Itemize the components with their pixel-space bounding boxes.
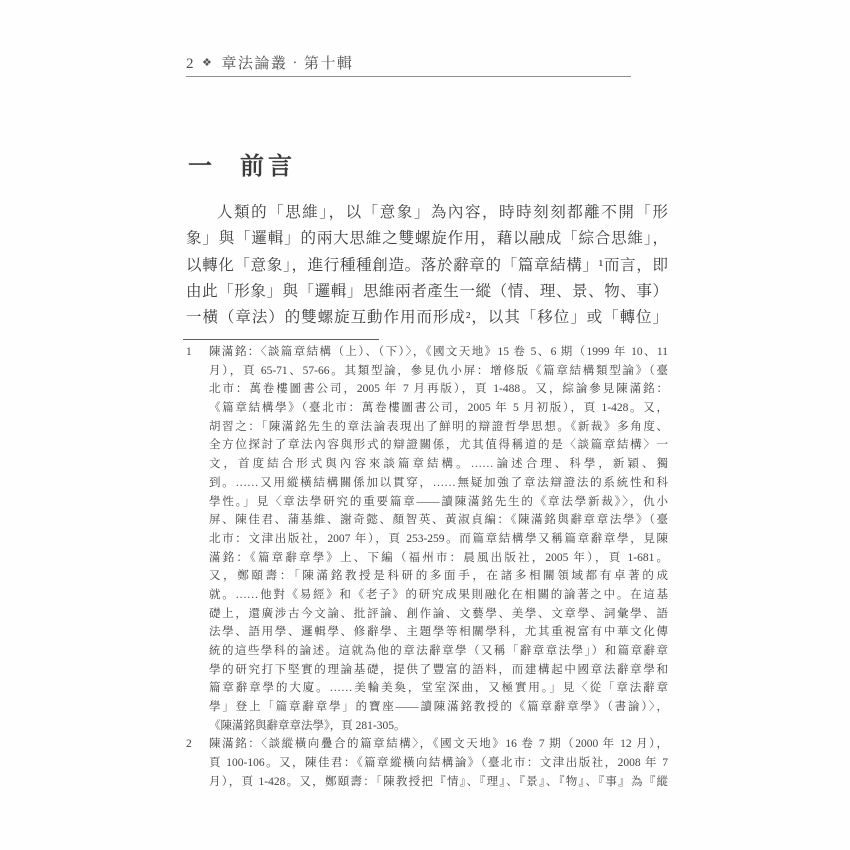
footnote-line: 到。……又用縱橫結構關係加以貫穿，……無疑加強了章法辯證法的系統性和科 [209, 476, 668, 489]
footnote-line: 陳滿銘：〈談篇章結構（上）、（下）〉，《國文天地》15 卷 5、6 期（1999 年 10、11 [209, 346, 668, 358]
footnote-line: 北市：萬卷樓圖書公司，2005 年 7 月再版），頁 1-488。又，綜論參見陳滿銘： [209, 383, 668, 396]
section-heading [188, 146, 296, 181]
footnote-line: 又，鄭頤壽：「陳滿銘教授是科研的多面手，在諸多相關領域都有卓著的成 [209, 570, 668, 583]
footnote-line: 統的這些學科的論述。這就為他的章法辭章學（又稱「辭章章法學」）和篇章辭章 [209, 645, 668, 657]
footnote-line: 月），頁 65-71、57-66。其類型論，參見仇小屏：增修版《篇章結構類型論》（臺 [209, 364, 668, 377]
footnote-line: 北市：文津出版社，2007 年），頁 253-259。而篇章結構學又稱篇章辭章學，見陳 [209, 532, 668, 545]
footnote-line: 學」登上「篇章辭章學」的寶座——讀陳滿銘教授的《篇章辭章學》（書論）〉， [209, 701, 668, 714]
ornament-diamond-icon: ❖ [202, 57, 214, 69]
running-header [186, 52, 353, 73]
footnote-line: 《陳滿銘與辭章章法學》，頁 281-305。 [209, 719, 406, 732]
body-line: 由此「形象」與「邏輯」思維兩者產生一縱（情、理、景、物、事） [186, 282, 668, 300]
footnote-number: 1 [186, 346, 192, 358]
body-paragraph [186, 200, 668, 331]
body-line: 象」與「邏輯」的兩大思維之雙螺旋作用，藉以融成「綜合思維」， [186, 230, 668, 248]
header-rule [186, 76, 631, 77]
section-title: 前言 [240, 153, 296, 180]
page-number: 2 [186, 56, 195, 72]
footnote-line: 礎上，還廣涉古今文論、批評論、創作論、文藝學、美學、文章學、詞彙學、語 [209, 607, 668, 620]
footnote-line: 學性。」見〈章法學研究的重要篇章——讀陳滿銘先生的《章法學新裁》〉，仇小 [209, 495, 668, 508]
body-line: 人類的「思維」，以「意象」為內容，時時刻刻都離不開「形 [217, 204, 668, 221]
footnote-text [209, 735, 668, 791]
footnote-item [186, 735, 668, 791]
footnote-line: 陳滿銘：〈談縱橫向疊合的篇章結構〉，《國文天地》16 卷 7 期（2000 年 12 月）， [209, 738, 668, 751]
footnotes [186, 343, 668, 792]
body-line: 以轉化「意象」，進行種種創造。落於辭章的「篇章結構」¹而言，即 [186, 256, 668, 274]
footnote-line: 法學、語用學、邏輯學、修辭學、主題學等相關學科，尤其重視富有中華文化傳 [209, 626, 668, 639]
footnote-line: 胡習之：「陳滿銘先生的章法論表現出了鮮明的辯證哲學思想。《新裁》多角度、 [209, 420, 668, 433]
footnote-line: 滿銘：《篇章辭章學》上、下編（福州市：晨風出版社，2005 年），頁 1-681。 [209, 551, 668, 564]
footnote-line: 篇章辭章學的大廈。……美輪美奐，堂室深曲，又極實用。」見〈從「章法辭章 [209, 682, 668, 695]
section-number: 一 [188, 153, 216, 180]
footnote-separator [183, 339, 379, 340]
running-title: 章法論叢‧第十輯 [221, 56, 354, 72]
page-content [186, 0, 668, 850]
body-line: 一橫（章法）的雙螺旋互動作用而形成²，以其「移位」或「轉位」 [186, 309, 668, 327]
footnote-line: 文，首度結合形式與內容來談篇章結構。……論述合理、科學，新穎、獨 [209, 458, 668, 471]
footnote-line: 就。……他對《易經》和《老子》的研究成果則融化在相關的論著之中。在這基 [209, 588, 668, 601]
footnote-number: 2 [186, 738, 192, 751]
footnote-line: 屏、陳佳君、蒲基維、謝奇懿、顏智英、黃淑貞編：《陳滿銘與辭章章法學》（臺 [209, 514, 668, 527]
footnote-line: 月），頁 1-428。又，鄭頤壽：「陳教授把『情』、『理』、『景』、『物』、『事』為『縱 [209, 775, 668, 788]
footnote-text [209, 343, 668, 735]
footnote-line: 頁 100-106。又，陳佳君：《篇章縱橫向結構論》（臺北市：文津出版社，2008 年 7 [209, 757, 668, 770]
footnote-line: 學的研究打下堅實的理論基礎，提供了豐富的語料，而建構起中國章法辭章學和 [209, 663, 668, 676]
footnote-line: 全方位探討了章法內容與形式的辯證關係，尤其值得稱道的是〈談篇章結構〉一 [209, 439, 668, 452]
footnote-item [186, 343, 668, 735]
footnote-line: 《篇章結構學》（臺北市：萬卷樓圖書公司，2005 年 5 月初版），頁 1-428。又， [209, 402, 668, 415]
